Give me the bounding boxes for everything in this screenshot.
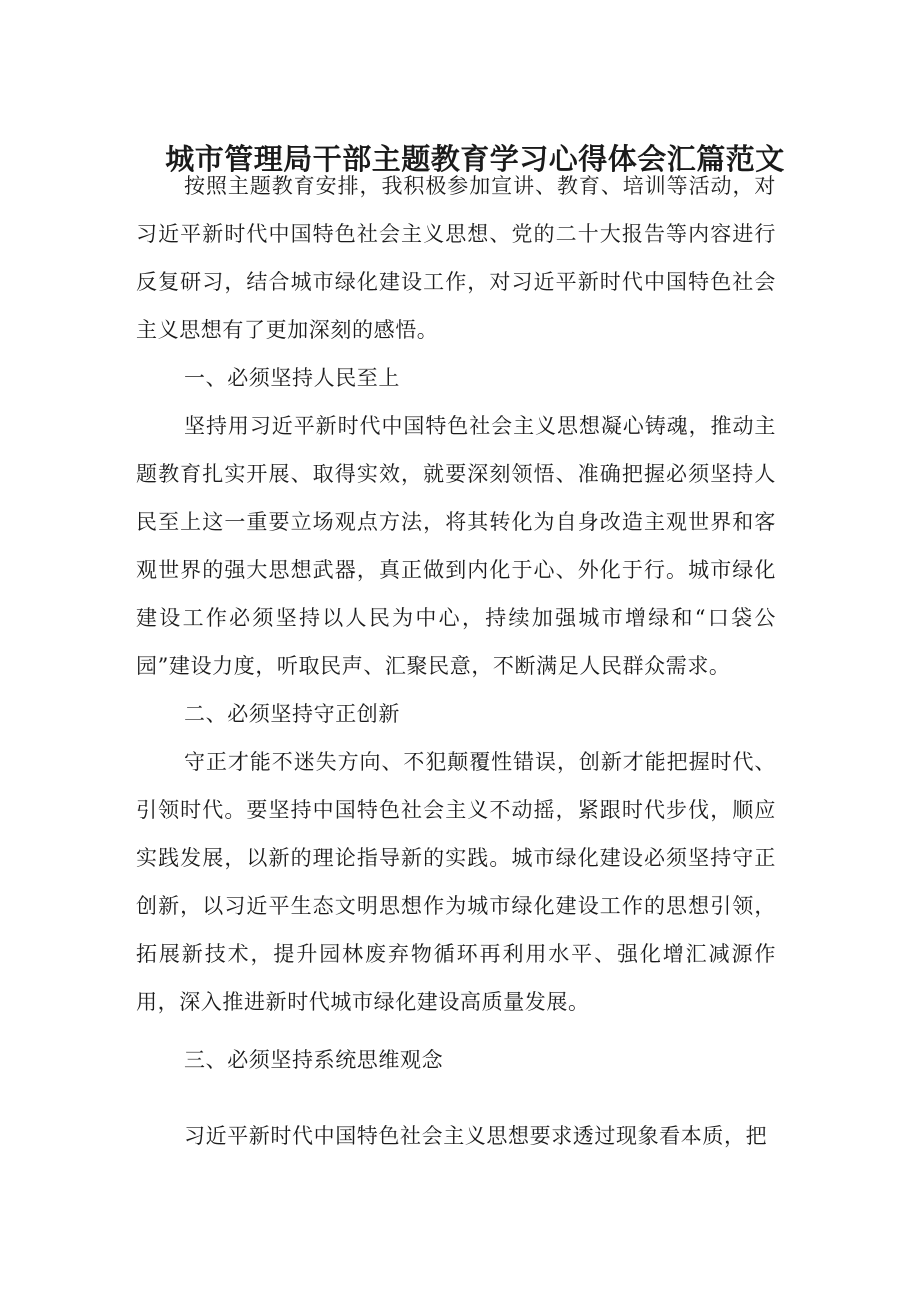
intro-paragraph: 按照主题教育安排，我积极参加宣讲、教育、培训等活动，对习近平新时代中国特色社会主义思想、党的二十大报告等内容进行反复研习，结合城市绿化建设工作，对习近平新时代中国特色社会主义思想有了更加深刻的感悟。 xyxy=(136,174,776,342)
section-heading-2: 二、必须坚持守正创新 xyxy=(184,702,400,726)
document-title: 城市管理局干部主题教育学习心得体会汇篇范文 xyxy=(165,142,785,177)
section-body-1: 坚持用习近平新时代中国特色社会主义思想凝心铸魂，推动主题教育扎实开展、取得实效，就要深刻领悟、准确把握必须坚持人民至上这一重要立场观点方法，将其转化为自身改造主观世界和客观世界的强大思想武器，真正做到内化于心、外化于行。城市绿化建设工作必须坚持以人民为中心，持续加强城市增绿和“口袋公园”建设力度，听取民声、汇聚民意，不断满足人民群众需求。 xyxy=(136,414,776,678)
section-body-3: 习近平新时代中国特色社会主义思想要求透过现象看本质，把 xyxy=(184,1124,768,1148)
section-heading-1: 一、必须坚持人民至上 xyxy=(184,366,400,390)
section-body-2: 守正才能不迷失方向、不犯颠覆性错误，创新才能把握时代、引领时代。要坚持中国特色社会主义不动摇，紧跟时代步伐，顺应实践发展，以新的理论指导新的实践。城市绿化建设必须坚持守正创新，以习近平生态文明思想作为城市绿化建设工作的思想引领，拓展新技术，提升园林废弃物循环再利用水平、强化增汇减源作用，深入推进新时代城市绿化建设高质量发展。 xyxy=(136,750,776,1014)
section-heading-3: 三、必须坚持系统思维观念 xyxy=(184,1048,444,1072)
